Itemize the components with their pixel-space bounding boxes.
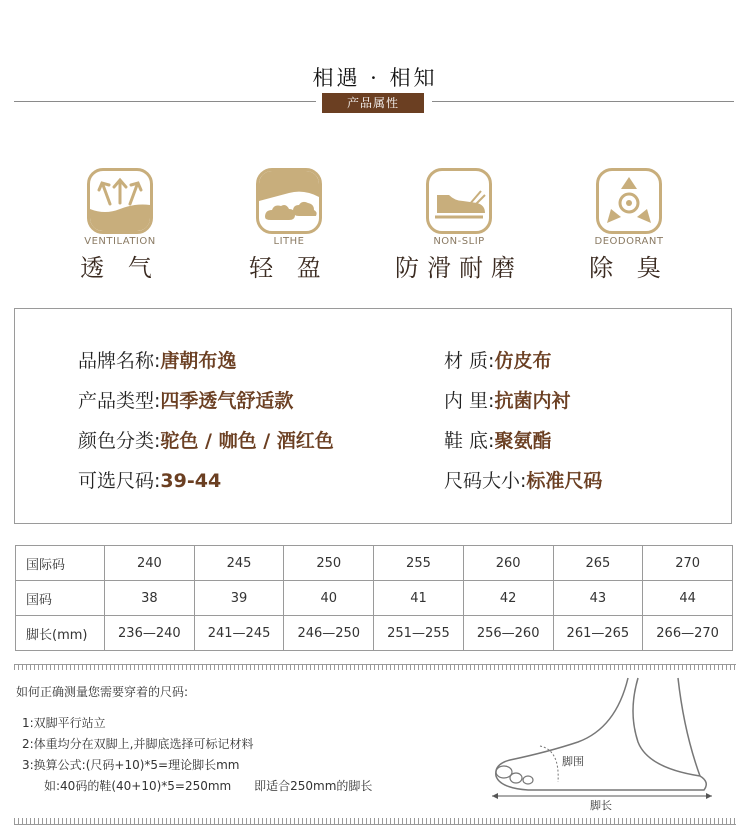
prop-key: 品牌名称: (78, 350, 161, 372)
prop-key: 尺码大小: (444, 470, 527, 492)
feature-zh-label: 除 臭 (589, 254, 669, 282)
measure-step-3: 3:换算公式:(尺码+10)*5=理论脚长mm (22, 758, 240, 772)
section-badge: 产品属性 (322, 93, 424, 113)
foot-length-label: 脚长 (590, 799, 612, 812)
prop-brand (78, 346, 236, 373)
table-cell: 42 (463, 581, 553, 616)
ruler-bottom (14, 824, 736, 825)
ruler-ticks-top (14, 664, 736, 670)
table-cell: 44 (643, 581, 733, 616)
prop-key: 材 质: (444, 350, 495, 372)
prop-value: 驼色 / 咖色 / 酒红色 (160, 430, 334, 452)
table-cell: 240 (105, 546, 195, 581)
table-cell: 256—260 (463, 616, 553, 651)
prop-lining (444, 386, 570, 413)
deodorant-icon (596, 168, 662, 234)
table-cell: 41 (374, 581, 464, 616)
prop-value: 仿皮布 (494, 350, 552, 372)
feature-en-label: VENTILATION (84, 236, 156, 247)
table-cell: 38 (105, 581, 195, 616)
foot-girth-label: 脚围 (562, 755, 584, 768)
prop-value: 四季透气舒适款 (160, 390, 294, 412)
table-cell: 245 (194, 546, 284, 581)
prop-value: 39-44 (160, 470, 222, 492)
divider-right (432, 101, 734, 102)
section-title: 相遇 · 相知 (312, 66, 438, 90)
measure-intro: 如何正确测量您需要穿着的尺码: (16, 685, 189, 699)
prop-value: 标准尺码 (526, 470, 603, 492)
prop-type (78, 386, 293, 413)
prop-key: 鞋 底: (444, 430, 495, 452)
table-cell: 261—265 (553, 616, 643, 651)
table-row (16, 581, 733, 616)
size-chart-table (15, 545, 733, 651)
table-row (16, 616, 733, 651)
prop-key: 可选尺码: (78, 470, 161, 492)
measure-step-2: 2:体重均分在双脚上,并脚底选择可标记材料 (22, 737, 254, 751)
ruler-ticks-bottom (14, 818, 736, 824)
feature-ventilation (50, 168, 190, 283)
shoe-icon (426, 168, 492, 234)
feature-deodorant (559, 168, 699, 283)
table-cell: 265 (553, 546, 643, 581)
table-cell: 260 (463, 546, 553, 581)
table-row (16, 546, 733, 581)
feature-lithe (219, 168, 359, 283)
table-cell: 236—240 (105, 616, 195, 651)
prop-value: 唐朝布逸 (160, 350, 237, 372)
prop-key: 内 里: (444, 390, 495, 412)
measure-example: 如:40码的鞋(40+10)*5=250mm 即适合250mm的脚长 (44, 779, 373, 793)
ventilation-icon (87, 168, 153, 234)
feature-en-label: LITHE (273, 236, 305, 247)
table-cell: 246—250 (284, 616, 374, 651)
table-cell: 241—245 (194, 616, 284, 651)
table-cell: 255 (374, 546, 464, 581)
prop-key: 颜色分类: (78, 430, 161, 452)
table-cell: 250 (284, 546, 374, 581)
prop-key: 产品类型: (78, 390, 161, 412)
row-header: 国码 (16, 581, 105, 616)
feature-zh-label: 轻 盈 (249, 254, 329, 282)
prop-fit (444, 466, 602, 493)
prop-color (78, 426, 334, 453)
prop-size (78, 466, 221, 493)
table-cell: 39 (194, 581, 284, 616)
table-cell: 266—270 (643, 616, 733, 651)
table-cell: 251—255 (374, 616, 464, 651)
table-cell: 270 (643, 546, 733, 581)
row-header: 脚长(mm) (16, 616, 105, 651)
prop-value: 聚氨酯 (494, 430, 552, 452)
prop-value: 抗菌内衬 (494, 390, 571, 412)
feature-en-label: DEODORANT (594, 236, 664, 247)
feature-en-label: NON-SLIP (433, 236, 485, 247)
measure-step-1: 1:双脚平行站立 (22, 716, 106, 730)
table-cell: 40 (284, 581, 374, 616)
feature-zh-label: 防滑耐磨 (395, 254, 523, 282)
prop-sole (444, 426, 551, 453)
feature-non-slip (389, 168, 529, 283)
divider-left (14, 101, 316, 102)
row-header: 国际码 (16, 546, 105, 581)
cloud-icon (256, 168, 322, 234)
foot-illustration (488, 672, 718, 812)
feature-zh-label: 透 气 (80, 254, 160, 282)
table-cell: 43 (553, 581, 643, 616)
prop-material (444, 346, 551, 373)
